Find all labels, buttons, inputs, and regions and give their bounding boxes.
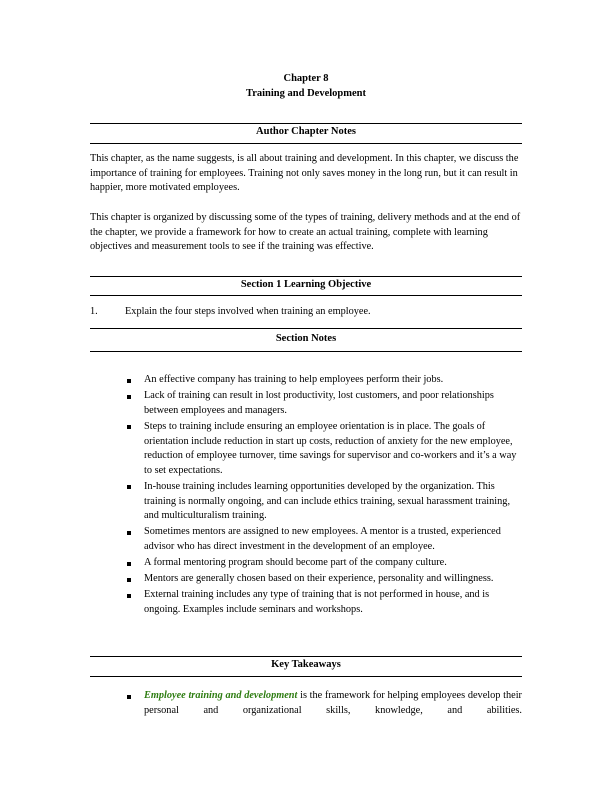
list-item-text: Mentors are generally chosen based on their experience, personality and willingness. [144,573,494,585]
divider-rule [90,676,522,677]
list-item [90,373,522,388]
bullet-icon [127,485,131,489]
objective-number: 1. [90,306,98,317]
divider-rule [90,295,522,296]
list-item [90,556,522,571]
list-item-text: An effective company has training to help employees perform their jobs. [144,374,444,385]
list-item [90,689,522,718]
bullet-icon [127,562,131,566]
key-term: Employee training and development [144,690,298,701]
section-notes-list [90,373,522,619]
divider-rule [90,276,522,277]
list-item-text: External training includes any type of training that is not performed in house, and is ongoing. Examples include seminars and workshops. [144,589,490,616]
chapter-title: Chapter 8 [283,73,329,84]
bullet-icon [127,695,131,699]
list-item [90,420,522,478]
section1-heading: Section 1 Learning Objective [240,279,372,290]
key-takeaways-list [90,689,522,718]
bullet-icon [127,531,131,535]
list-item [90,389,522,418]
list-item-text: A formal mentoring program should become part of the company culture. [144,557,447,569]
bullet-icon [127,594,131,598]
section-notes-heading: Section Notes [275,333,337,344]
author-notes-paragraph: This chapter, as the name suggests, is all about training and development. In this chapter, we discuss the importance of training for employees. Training not only saves money in the long run, but it can result in happier, more motivated employees. [90,153,519,194]
list-item [90,588,522,617]
divider-rule [90,351,522,352]
chapter-subtitle: Training and Development [246,88,366,99]
bullet-icon [127,395,131,399]
list-item-text: In-house training includes learning opportunities developed by the organization. This training is normally ongoing, and can include ethics training, sexual harassment training, and multiculturalism training. [144,480,511,522]
objective-text: Explain the four steps involved when training an employee. [125,306,371,317]
bullet-icon [127,379,131,383]
list-item-text: Lack of training can result in lost productivity, lost customers, and poor relationships between employees and managers. [144,390,494,416]
key-takeaways-heading: Key Takeaways [271,659,341,670]
list-item-text: Sometimes mentors are assigned to new employees. A mentor is a trusted, experienced advisor who has direct investment in the development of an employee. [144,526,501,552]
key-takeaway-text: is the framework for helping employees develop their personal and organizational skills, knowledge, and abilities. [144,690,522,716]
list-item [90,480,522,524]
author-notes-heading: Author Chapter Notes [256,126,356,137]
list-item [90,572,522,587]
list-item [90,525,522,554]
divider-rule [90,143,522,144]
author-notes-paragraph: This chapter is organized by discussing some of the types of training, delivery methods and at the end of the chapter, we provide a framework for how to create an actual training, complete with learning objectives and measurement tools to see if the training was effective. [90,212,521,253]
list-item-text: Steps to training include ensuring an employee orientation is in place. The goals of orientation include reduction in start up costs, reduction of anxiety for the new employee, reduction of employee turnover, time savings for supervisor and co-workers and it’s a way to set expectations. [144,420,517,476]
bullet-icon [127,578,131,582]
bullet-icon [127,425,131,429]
divider-rule [90,328,522,329]
divider-rule [90,123,522,124]
divider-rule [90,656,522,657]
